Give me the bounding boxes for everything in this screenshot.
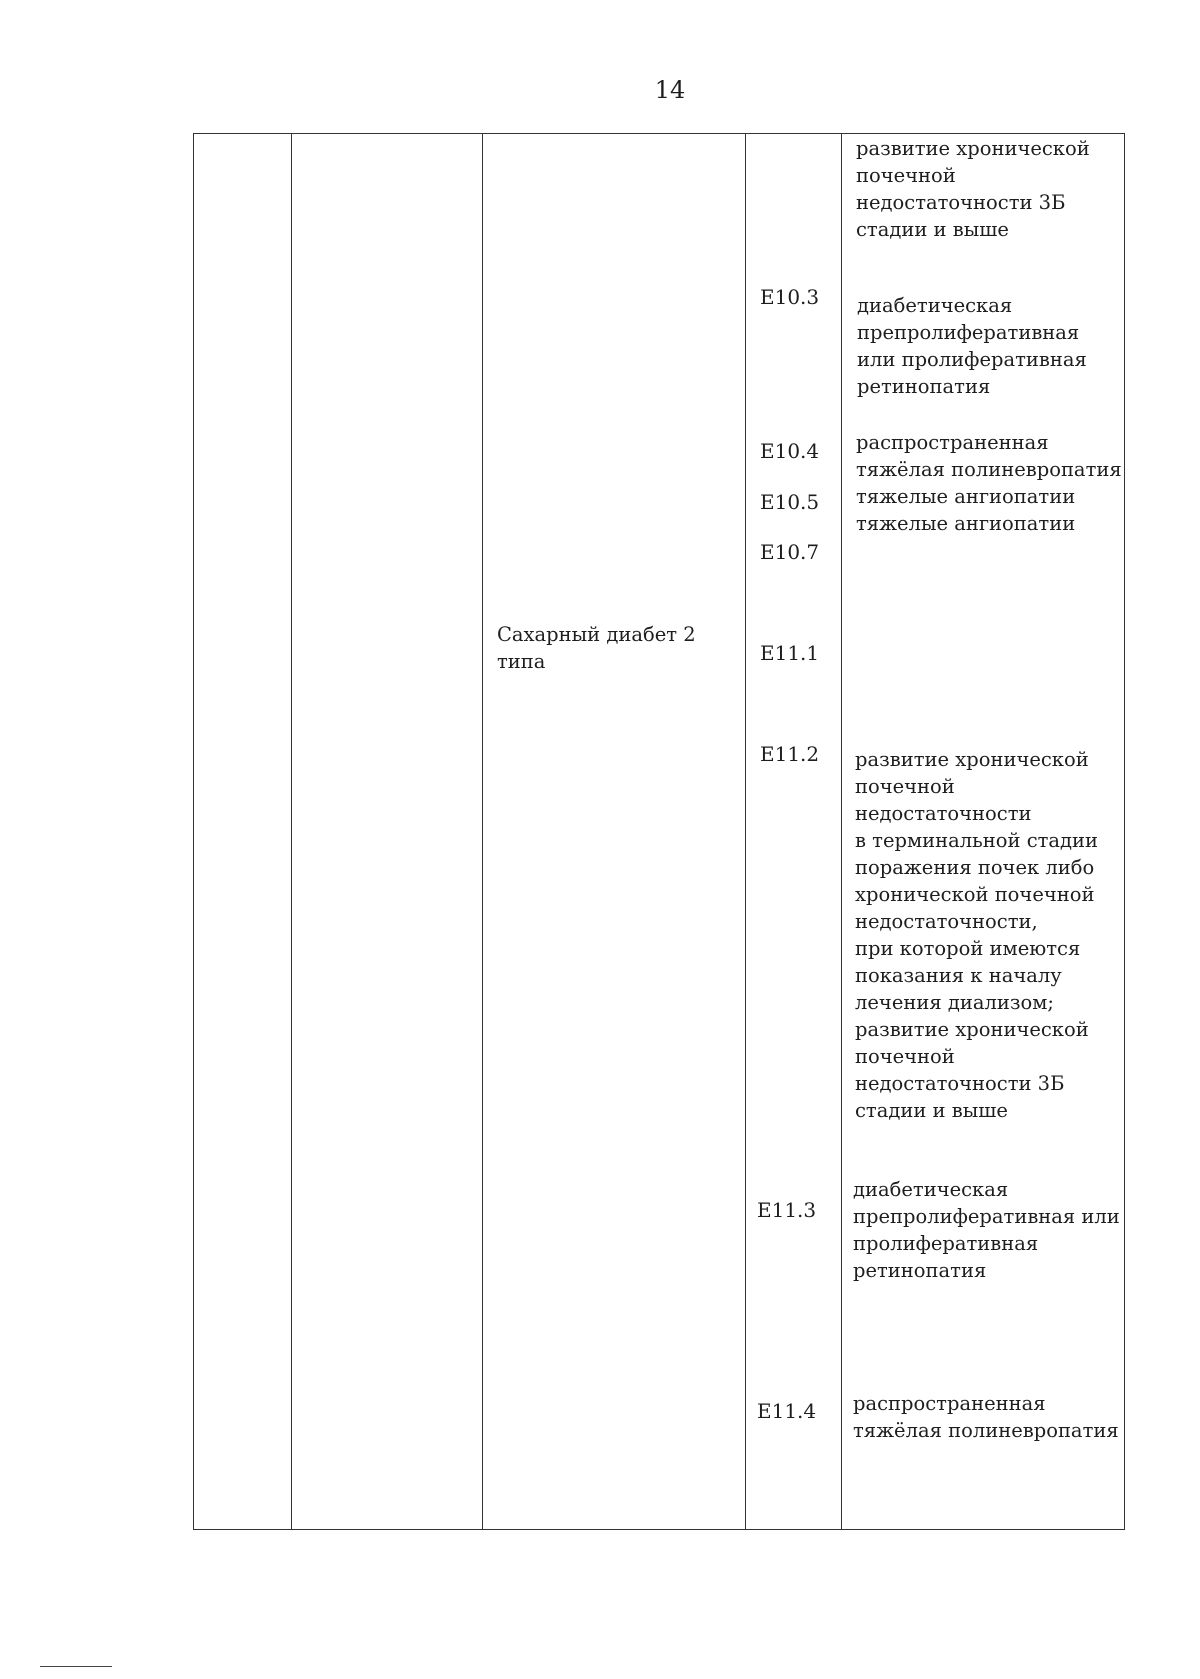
condition-cell: диабетическая препролиферативная или пролиферативная ретинопатия <box>853 1178 1120 1282</box>
column-divider <box>291 133 292 1530</box>
condition-cell: развитие хронической почечной недостаточности 3Б стадии и выше <box>856 137 1090 241</box>
condition-cell: распространенная тяжёлая полиневропатия <box>853 1392 1119 1442</box>
icd-code-cell: E11.4 <box>757 1399 817 1423</box>
icd-code-cell: E11.1 <box>760 641 820 665</box>
column-divider <box>745 133 746 1530</box>
icd-code-cell: E10.3 <box>760 285 820 309</box>
icd-code-cell: E11.2 <box>760 742 820 766</box>
disease-name-cell: Сахарный диабет 2 типа <box>497 623 696 673</box>
page-number: 14 <box>654 76 686 104</box>
icd-code-cell: E10.4 <box>760 439 820 463</box>
icd-code-cell: E10.7 <box>760 540 820 564</box>
condition-cell: диабетическая препролиферативная или пролиферативная ретинопатия <box>857 294 1087 398</box>
condition-cell: распространенная тяжёлая полиневропатия <box>856 431 1122 481</box>
condition-cell: тяжелые ангиопатии <box>856 485 1076 508</box>
condition-cell: тяжелые ангиопатии <box>856 512 1076 535</box>
condition-cell: развитие хронической почечной недостаточности в терминальной стадии поражения почек либо хронической почечной недостаточности, при которой имеются показания к началу лечения диализом; развитие хронической почечной недостаточности 3Б стадии и выше <box>855 748 1099 1122</box>
column-divider <box>841 133 842 1530</box>
icd-code-cell: E10.5 <box>760 490 820 514</box>
icd-code-cell: E11.3 <box>757 1198 817 1222</box>
column-divider <box>482 133 483 1530</box>
footer-rule <box>40 1666 112 1667</box>
